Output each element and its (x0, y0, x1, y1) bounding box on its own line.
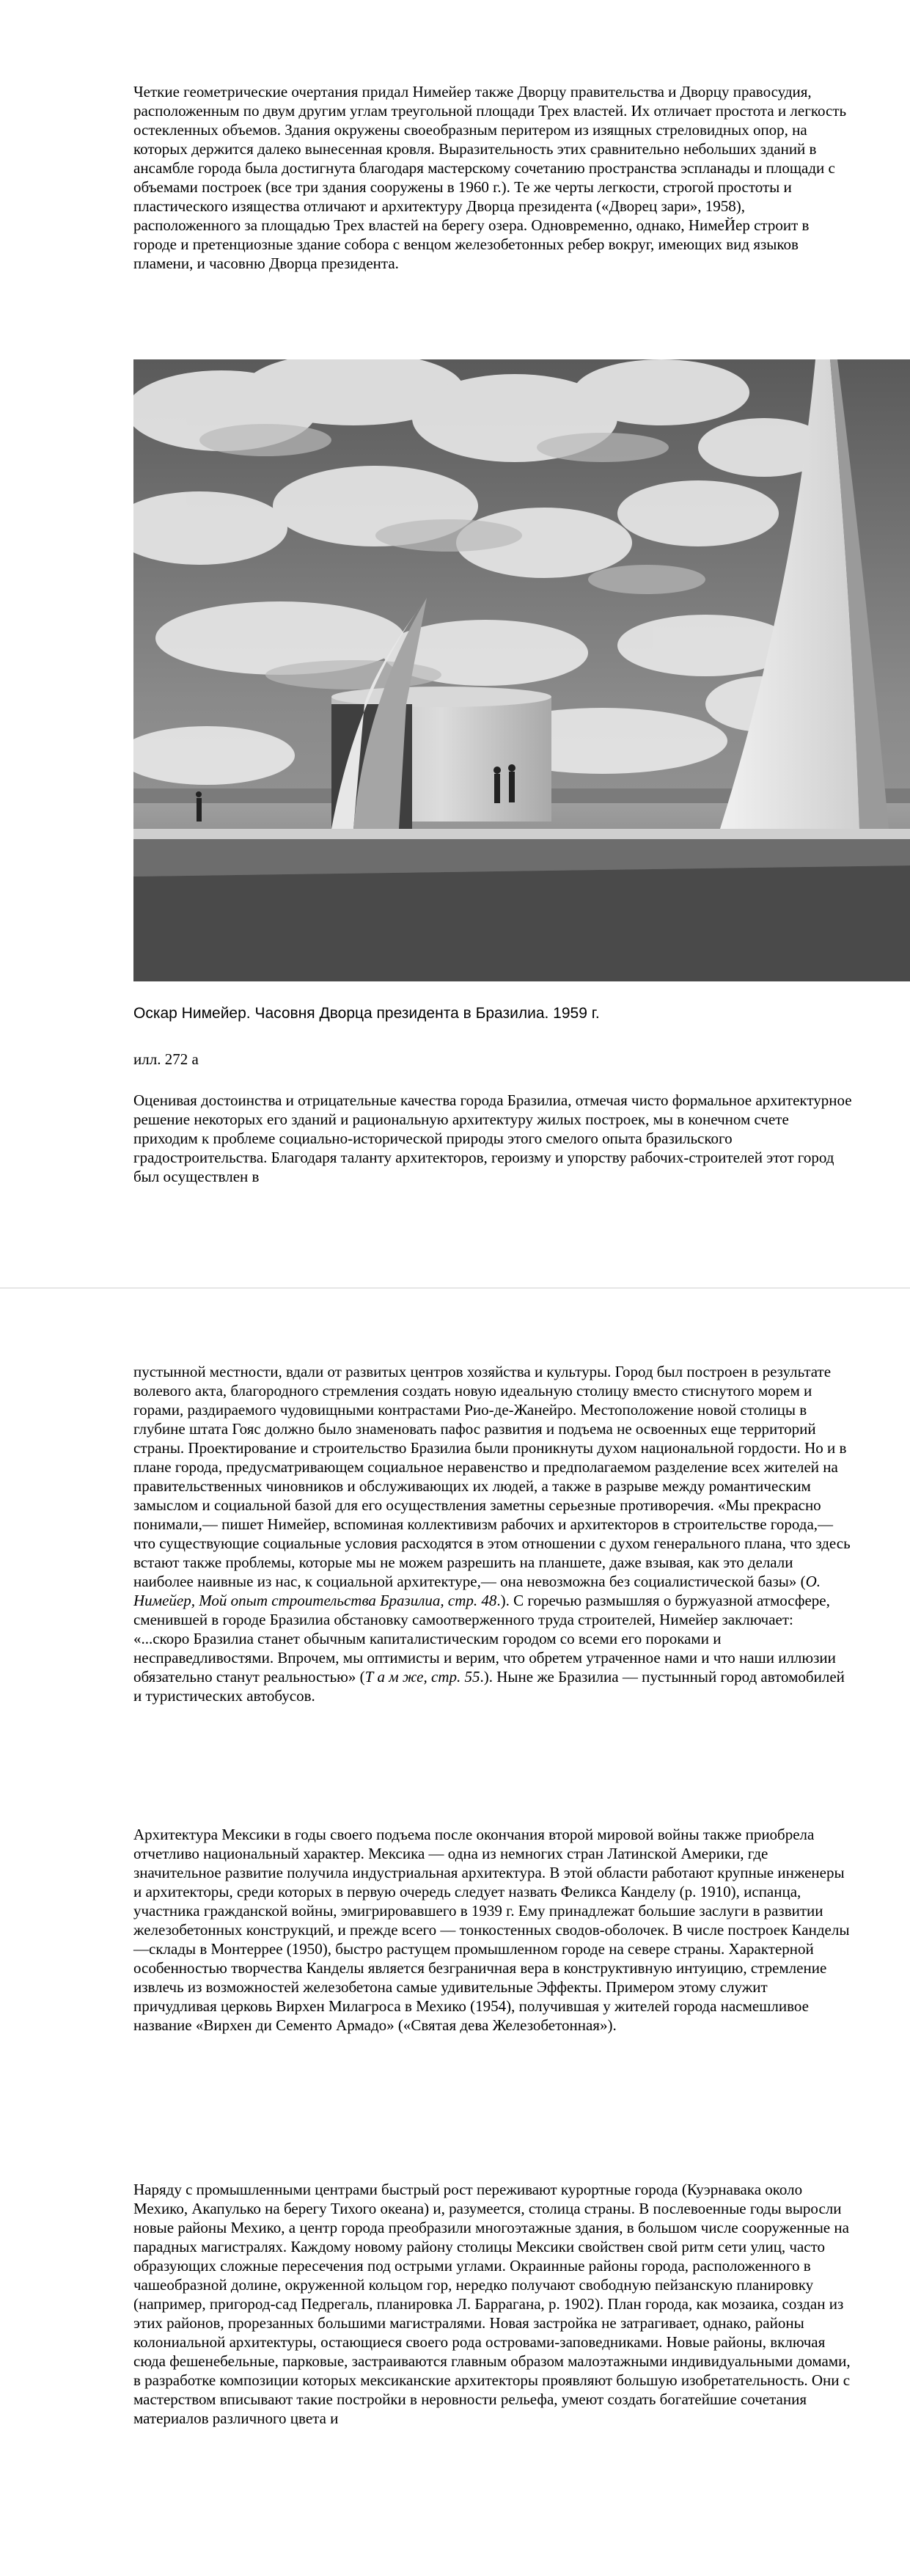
paragraph-brasilia-history (133, 1362, 852, 1705)
paragraph-text (133, 1362, 852, 1705)
paragraph-mexico-cities (133, 2180, 852, 2428)
paragraph-text: Четкие геометрические очертания придал Нимейер также Дворцу правительства и Дворцу правосудия, расположенным по двум другим углам треугольной площади Трех властей. Их отличает простота и легкость остекленных объемов. Здания окружены своеобразным перитером из изящных стреловидных опор, на которых держится далеко вынесенная кровля. Выразительность этих сравнительно небольших зданий в ансамбле города была достигнута благодаря мастерскому сочетанию пространства эспланады и площади с объемами построек (все три здания сооружены в 1960 г.). Те же черты легкости, строгой простоты и пластического изящества отличают и архитектуру Дворца президента («Дворец зари», 1958), расположенного за площадью Трех властей на берегу озера. Одновременно, однако, НимеЙер строит в городе и претенциозные здание собора с венцом железобетонных ребер вокруг, имеющих вид языков пламени, и часовню Дворца президента. (133, 83, 847, 272)
chapel-photo (133, 359, 910, 981)
citation: О. Нимейер, Мой опыт строительства Бразилиа, стр. 48 (133, 1573, 821, 1609)
illustration-number: илл. 272 а (133, 1050, 199, 1068)
paragraph-text: Наряду с промышленными центрами быстрый рост переживают курортные города (Куэрнавака около Мехико, Акапулько на берегу Тихого океана) и, разумеется, столица страны. В послевоенные годы выросли новые районы Мехико, а центр города преобразили многоэтажные здания, в большом числе сооруженные на парадных магистралях. Каждому новому району столицы Мексики свойствен свой ритм сети улиц, часто образующих сложные пересечения под острыми углами. Окраинные районы города, расположенного в чашеобразной долине, окруженной кольцом гор, нередко получают свободную пейзанскую планировку (например, пригород-сад Педрегаль, планировка Л. Баррагана, р. 1902). План города, как мозаика, создан из этих районов, прорезанных большими магистралями. Новая застройка не затрагивает, однако, районы колониальной архитектуры, остающиеся своего рода островами-заповедниками. Новые районы, включая сюда фешенебельные, парковые, застраиваются главным образом малоэтажными индивидуальными домами, в разработке композиции которых мексиканские архитекторы проявляют большую изобретательность. Они с мастерством вписывают такие постройки в неровности рельефа, умеют создать богатейшие сочетания материалов различного цвета и (133, 2181, 851, 2427)
paragraph-mexico-architecture (133, 1825, 852, 2035)
paragraph-text: Архитектура Мексики в годы своего подъема после окончания второй мировой войны также приобрела отчетливо национальный характер. Мексика — одна из немногих стран Латинской Америки, где значительное развитие получила индустриальная архитектура. В этой области работают крупные инженеры и архитекторы, среди которых в первую очередь следует назвать Феликса Канделу (р. 1910), испанца, участника гражданской войны, эмигрировавшего в 1939 г. Ему принадлежат большие заслуги в развитии железобетонных конструкций, и прежде всего — тонкостенных сводов-оболочек. В числе построек Канделы —склады в Монтеррее (1950), быстро растущем промышленном городе на севере страны. Характерной особенностью творчества Канделы является безграничная вера в конструктивную интуицию, стремление извлечь из возможностей железобетона самые удивительные Эффекты. Примером этому служит причудливая церковь Вирхен Милагроса в Мехико (1954), получившая у жителей города насмешливое название «Вирхен ди Сементо Армадо» («Святая дева Железобетонная»). (133, 1826, 850, 2034)
paragraph-niemeyer-palaces (133, 82, 852, 273)
citation: Т а м же, стр. 55 (364, 1668, 480, 1686)
text-segment: пустынной местности, вдали от развитых центров хозяйства и культуры. Город был построен в результате волевого акта, благородного стремления создать новую идеальную столицу вместо стиснутого морем и горами, раздираемого чудовищными контрастами Рио-де-Жанейро. Местоположение новой столицы в глубине штата Гояс должно было знаменовать пафос развития и подъема не освоенных еще территорий страны. Проектирование и строительство Бразилиа были проникнуты духом национальной гордости. Но и в плане города, предусматривающем социальное неравенство и предполагаемом разделение всех жителей на правительственных чиновников и обслуживающих их людей, а также в разрыве между романтическим замыслом и социальной базой для его осуществления заметны серьезные противоречия. «Мы прекрасно понимали,— пишет Нимейер, вспоминая коллективизм рабочих и архитекторов в строительстве города,— что существующие социальные условия расходятся в этом отношении с духом генерального плана, что здесь встают также проблемы, которые мы не можем разрешить на планшете, даже взывая, как это делали наиболее наивные из нас, к социальной архитектуре,— она невозможна без социалистической базы» ( (133, 1363, 851, 1590)
text-segment: .). Ныне же Бразилиа — пустынный город автомобилей и туристических автобусов. (133, 1668, 845, 1705)
text-segment: .). С горечью размышляя о буржуазной атмосфере, сменившей в городе Бразилиа обстановку самоотверженного труда строителей, Нимейер заключает: «...скоро Бразилиа станет обычным капиталистическим городом со всеми его пороками и несправедливостями. Впрочем, мы оптимисты и верим, что обретем утраченное нами и что наши иллюзии обязательно станут реальностью» ( (133, 1592, 836, 1686)
page-2 (0, 1289, 910, 2576)
paragraph-brasilia-assessment (133, 1091, 852, 1186)
paragraph-text: Оценивая достоинства и отрицательные качества города Бразилиа, отмечая чисто формальное архитектурное решение некоторых его зданий и рациональную архитектуру жилых построек, мы в конечном счете приходим к проблеме социально-исторической природы этого смелого опыта бразильского градостроительства. Благодаря таланту архитекторов, героизму и упорству рабочих-строителей этот город был осуществлен в (133, 1091, 852, 1185)
figure-caption: Оскар Нимейер. Часовня Дворца президента в Бразилиа. 1959 г. (133, 1005, 600, 1022)
page-1 (0, 0, 910, 1287)
